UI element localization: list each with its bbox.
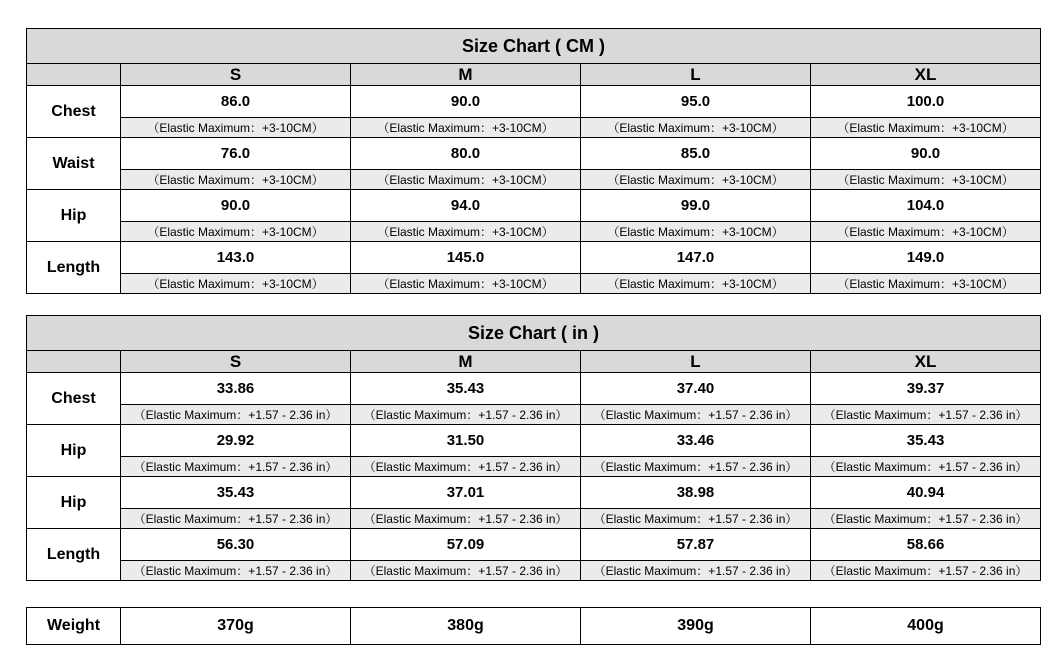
elastic-note: （Elastic Maximum：+3-10CM） bbox=[351, 170, 581, 190]
value-cell: 35.43 bbox=[121, 477, 351, 509]
elastic-note: （Elastic Maximum：+3-10CM） bbox=[581, 222, 811, 242]
weight-label: Weight bbox=[27, 608, 121, 645]
elastic-note: （Elastic Maximum：+1.57 - 2.36 in） bbox=[811, 457, 1041, 477]
elastic-note: （Elastic Maximum：+1.57 - 2.36 in） bbox=[581, 457, 811, 477]
value-cell: 145.0 bbox=[351, 242, 581, 274]
elastic-note: （Elastic Maximum：+3-10CM） bbox=[351, 222, 581, 242]
value-cell: 33.86 bbox=[121, 373, 351, 405]
value-cell: 37.40 bbox=[581, 373, 811, 405]
elastic-note: （Elastic Maximum：+3-10CM） bbox=[811, 222, 1041, 242]
value-cell: 57.87 bbox=[581, 529, 811, 561]
value-cell: 143.0 bbox=[121, 242, 351, 274]
elastic-note: （Elastic Maximum：+3-10CM） bbox=[121, 274, 351, 294]
size-header-l: L bbox=[581, 351, 811, 373]
elastic-note: （Elastic Maximum：+3-10CM） bbox=[811, 170, 1041, 190]
row-label: Length bbox=[27, 242, 121, 294]
elastic-note: （Elastic Maximum：+1.57 - 2.36 in） bbox=[811, 509, 1041, 529]
value-cell: 38.98 bbox=[581, 477, 811, 509]
value-cell: 57.09 bbox=[351, 529, 581, 561]
weight-value-s: 370g bbox=[121, 608, 351, 645]
value-cell: 80.0 bbox=[351, 138, 581, 170]
elastic-note: （Elastic Maximum：+3-10CM） bbox=[121, 170, 351, 190]
elastic-note: （Elastic Maximum：+3-10CM） bbox=[581, 118, 811, 138]
header-blank-cell bbox=[27, 64, 121, 86]
elastic-note: （Elastic Maximum：+1.57 - 2.36 in） bbox=[811, 561, 1041, 581]
size-header-xl: XL bbox=[811, 64, 1041, 86]
size-header-m: M bbox=[351, 351, 581, 373]
value-cell: 35.43 bbox=[351, 373, 581, 405]
elastic-note: （Elastic Maximum：+1.57 - 2.36 in） bbox=[351, 509, 581, 529]
value-cell: 90.0 bbox=[121, 190, 351, 222]
value-cell: 39.37 bbox=[811, 373, 1041, 405]
value-cell: 29.92 bbox=[121, 425, 351, 457]
size-header-s: S bbox=[121, 351, 351, 373]
size-chart-in-table bbox=[26, 315, 1041, 581]
elastic-note: （Elastic Maximum：+1.57 - 2.36 in） bbox=[121, 509, 351, 529]
value-cell: 100.0 bbox=[811, 86, 1041, 118]
value-cell: 94.0 bbox=[351, 190, 581, 222]
value-cell: 31.50 bbox=[351, 425, 581, 457]
table-title: Size Chart ( CM ) bbox=[27, 29, 1041, 64]
row-label: Hip bbox=[27, 477, 121, 529]
value-cell: 40.94 bbox=[811, 477, 1041, 509]
table-title: Size Chart ( in ) bbox=[27, 316, 1041, 351]
elastic-note: （Elastic Maximum：+1.57 - 2.36 in） bbox=[351, 405, 581, 425]
value-cell: 86.0 bbox=[121, 86, 351, 118]
row-label: Chest bbox=[27, 86, 121, 138]
row-label: Hip bbox=[27, 190, 121, 242]
value-cell: 76.0 bbox=[121, 138, 351, 170]
elastic-note: （Elastic Maximum：+3-10CM） bbox=[581, 274, 811, 294]
value-cell: 58.66 bbox=[811, 529, 1041, 561]
value-cell: 147.0 bbox=[581, 242, 811, 274]
elastic-note: （Elastic Maximum：+3-10CM） bbox=[811, 274, 1041, 294]
size-header-xl: XL bbox=[811, 351, 1041, 373]
elastic-note: （Elastic Maximum：+1.57 - 2.36 in） bbox=[121, 561, 351, 581]
value-cell: 37.01 bbox=[351, 477, 581, 509]
value-cell: 85.0 bbox=[581, 138, 811, 170]
elastic-note: （Elastic Maximum：+1.57 - 2.36 in） bbox=[581, 509, 811, 529]
size-header-m: M bbox=[351, 64, 581, 86]
elastic-note: （Elastic Maximum：+1.57 - 2.36 in） bbox=[581, 561, 811, 581]
elastic-note: （Elastic Maximum：+1.57 - 2.36 in） bbox=[811, 405, 1041, 425]
value-cell: 35.43 bbox=[811, 425, 1041, 457]
elastic-note: （Elastic Maximum：+3-10CM） bbox=[351, 274, 581, 294]
elastic-note: （Elastic Maximum：+3-10CM） bbox=[811, 118, 1041, 138]
row-label: Waist bbox=[27, 138, 121, 190]
value-cell: 56.30 bbox=[121, 529, 351, 561]
elastic-note: （Elastic Maximum：+3-10CM） bbox=[581, 170, 811, 190]
size-header-s: S bbox=[121, 64, 351, 86]
elastic-note: （Elastic Maximum：+1.57 - 2.36 in） bbox=[351, 457, 581, 477]
row-label: Length bbox=[27, 529, 121, 581]
elastic-note: （Elastic Maximum：+3-10CM） bbox=[121, 222, 351, 242]
weight-value-m: 380g bbox=[351, 608, 581, 645]
header-blank-cell bbox=[27, 351, 121, 373]
weight-table bbox=[26, 607, 1041, 645]
elastic-note: （Elastic Maximum：+3-10CM） bbox=[121, 118, 351, 138]
weight-value-l: 390g bbox=[581, 608, 811, 645]
elastic-note: （Elastic Maximum：+1.57 - 2.36 in） bbox=[351, 561, 581, 581]
elastic-note: （Elastic Maximum：+3-10CM） bbox=[351, 118, 581, 138]
row-label: Chest bbox=[27, 373, 121, 425]
weight-value-xl: 400g bbox=[811, 608, 1041, 645]
size-header-l: L bbox=[581, 64, 811, 86]
elastic-note: （Elastic Maximum：+1.57 - 2.36 in） bbox=[121, 405, 351, 425]
size-chart-cm-table bbox=[26, 28, 1041, 294]
row-label: Hip bbox=[27, 425, 121, 477]
value-cell: 95.0 bbox=[581, 86, 811, 118]
elastic-note: （Elastic Maximum：+1.57 - 2.36 in） bbox=[121, 457, 351, 477]
value-cell: 90.0 bbox=[351, 86, 581, 118]
value-cell: 149.0 bbox=[811, 242, 1041, 274]
value-cell: 99.0 bbox=[581, 190, 811, 222]
value-cell: 90.0 bbox=[811, 138, 1041, 170]
value-cell: 33.46 bbox=[581, 425, 811, 457]
value-cell: 104.0 bbox=[811, 190, 1041, 222]
elastic-note: （Elastic Maximum：+1.57 - 2.36 in） bbox=[581, 405, 811, 425]
